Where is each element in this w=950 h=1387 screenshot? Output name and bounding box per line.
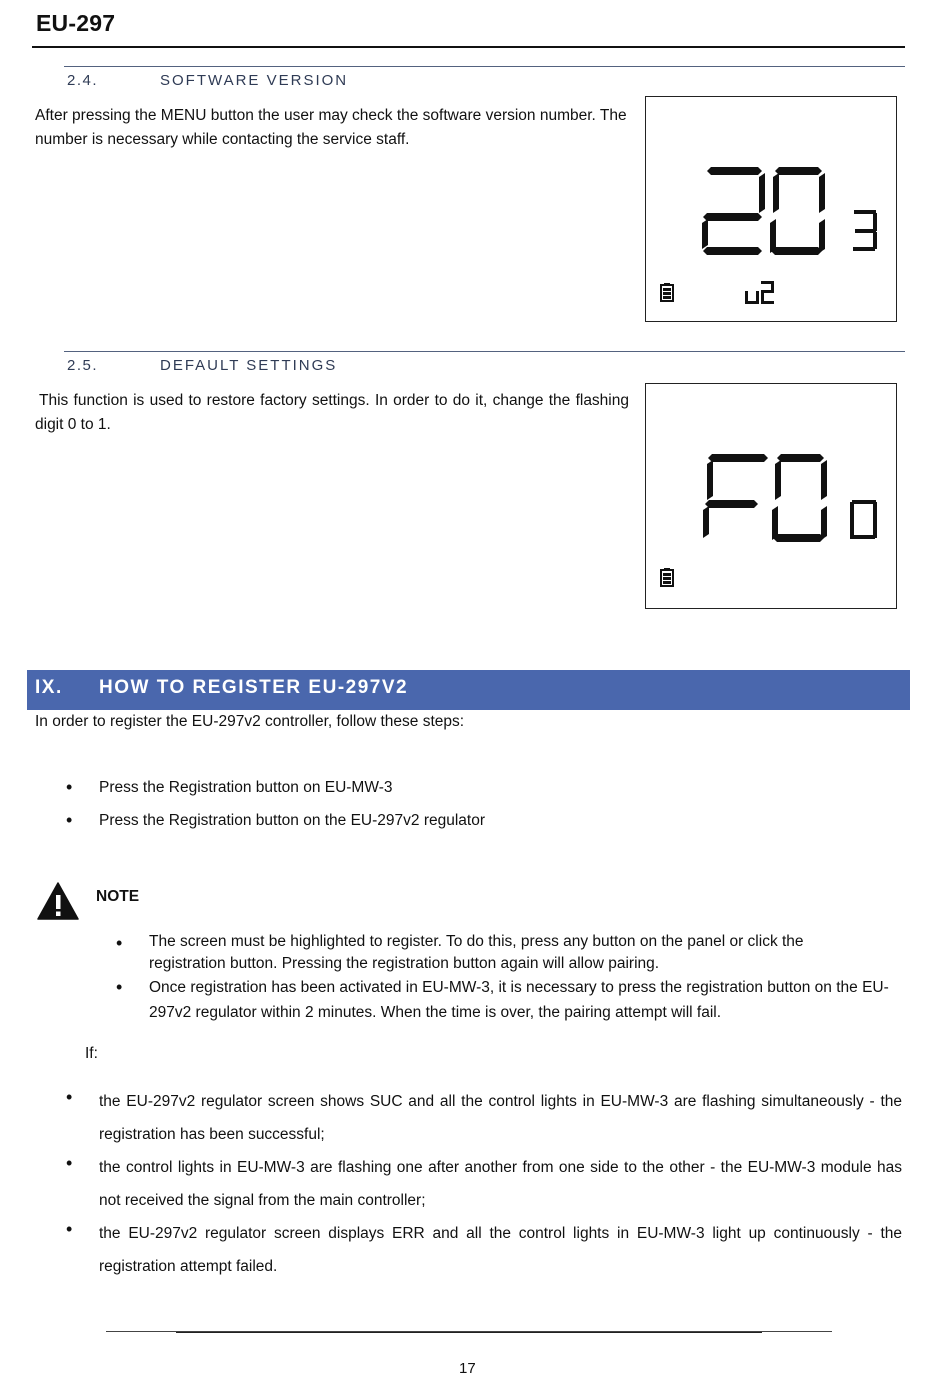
note-item: Once registration has been activated in EU-MW-3, it is necessary to press the registration button on the EU-297v2 regulator within 2 minutes. When the time is over, the pairing attempt will fail.	[149, 979, 889, 1021]
lcd-sub-u2	[745, 281, 774, 304]
document-title: EU-297	[36, 10, 116, 36]
bullet: •	[66, 1087, 73, 1107]
chapter-intro: In order to register the EU-297v2 controller, follow these steps:	[35, 713, 465, 730]
outcome-item: the EU-297v2 regulator screen shows SUC and all the control lights in EU-MW-3 are flashing simultaneously - the registration has been successful;	[99, 1093, 902, 1143]
battery-icon	[661, 568, 673, 586]
lcd-digit-small-0	[850, 500, 877, 539]
list-item: Press the Registration button on the EU-297v2 regulator	[99, 812, 486, 829]
warning-icon	[37, 882, 79, 920]
lcd-letter-f	[703, 454, 768, 538]
list-item: Press the Registration button on EU-MW-3	[99, 779, 393, 796]
lcd-digit-2	[702, 167, 765, 255]
chapter-title: HOW TO REGISTER EU-297V2	[99, 677, 409, 698]
section-text: After pressing the MENU button the user may check the software version number. The number is necessary while contacting the service staff.	[35, 107, 627, 148]
bullet: •	[66, 810, 73, 830]
lcd-digit-small-3	[853, 210, 877, 251]
chapter-number: IX.	[35, 677, 63, 698]
bullet: •	[116, 933, 123, 953]
bullet: •	[116, 977, 123, 997]
bullet: •	[66, 1219, 73, 1239]
lcd-digit-0	[772, 454, 827, 542]
section-title: SOFTWARE VERSION	[160, 72, 349, 89]
bullet: •	[66, 777, 73, 797]
section-number: 2.4.	[67, 72, 99, 89]
lcd-display-default	[645, 383, 897, 609]
bullet: •	[66, 1153, 73, 1173]
header-rule	[32, 46, 905, 48]
section-rule	[64, 351, 905, 352]
note-item: The screen must be highlighted to register. To do this, press any button on the panel or click the registration button. Pressing the registration button again will allow pairing.	[149, 933, 804, 972]
battery-icon	[661, 283, 673, 301]
footer-rule	[176, 1332, 762, 1333]
page-number: 17	[459, 1360, 476, 1377]
section-title: DEFAULT SETTINGS	[160, 357, 338, 374]
outcome-item: the EU-297v2 regulator screen displays ERR and all the control lights in EU-MW-3 light up continuously - the registration attempt failed.	[99, 1225, 902, 1275]
outcome-item: the control lights in EU-MW-3 are flashing one after another from one side to the other - the EU-MW-3 module has not received the signal from the main controller;	[99, 1159, 902, 1209]
lcd-digit-0	[770, 167, 825, 255]
section-rule	[64, 66, 905, 67]
note-label: NOTE	[96, 888, 140, 905]
lcd-display-software	[645, 96, 897, 322]
section-text: This function is used to restore factory settings. In order to do it, change the flashing digit 0 to 1.	[35, 392, 629, 433]
if-label: If:	[85, 1045, 98, 1062]
section-number: 2.5.	[67, 357, 99, 374]
